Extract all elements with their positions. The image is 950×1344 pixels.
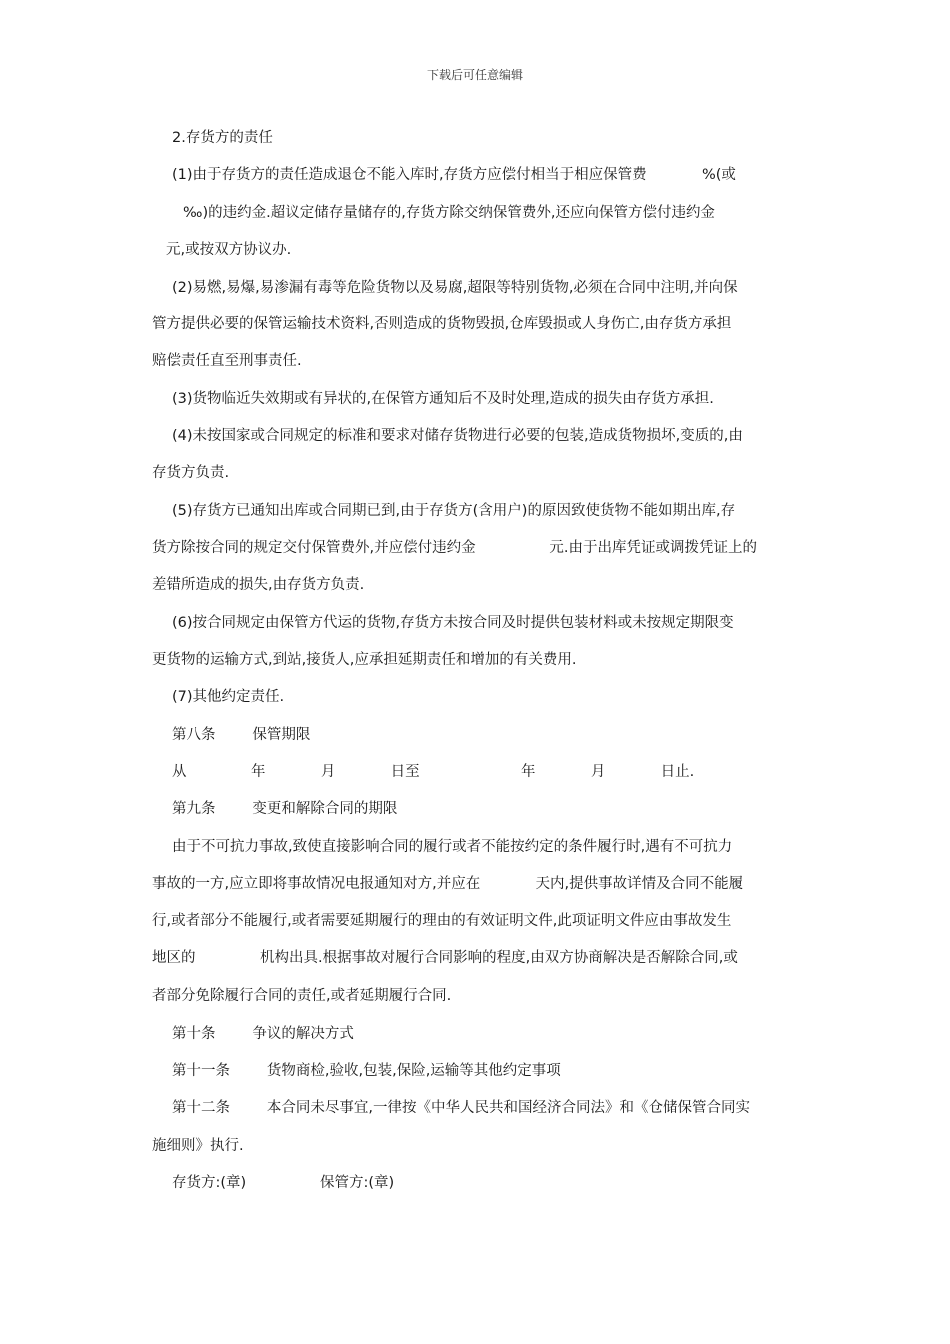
text-line: 行,或者部分不能履行,或者需要延期履行的理由的有效证明文件,此项证明文件应由事故发生 (152, 913, 732, 929)
text-line: (2)易燃,易爆,易渗漏有毒等危险货物以及易腐,超限等特别货物,必须在合同中注明,并向保 (172, 280, 738, 296)
text-line: 更货物的运输方式,到站,接货人,应承担延期责任和增加的有关费用. (152, 652, 577, 668)
text-line: 事故的一方,应立即将事故情况电报通知对方,并应在 天内,提供事故详情及合同不能履 (152, 876, 744, 892)
text-line: 货方除按合同的规定交付保管费外,并应偿付违约金 元.由于出库凭证或调拨凭证上的 (152, 540, 757, 556)
text-line: 第十二条 本合同未尽事宜,一律按《中华人民共和国经济合同法》和《仓储保管合同实 (172, 1100, 750, 1116)
text-line: 者部分免除履行合同的责任,或者延期履行合同. (152, 988, 452, 1004)
text-line: 地区的 机构出具.根据事故对履行合同影响的程度,由双方协商解决是否解除合同,或 (152, 950, 738, 966)
text-line: 管方提供必要的保管运输技术资料,否则造成的货物毁损,仓库毁损或人身伤亡,由存货方承担 (152, 316, 732, 332)
text-line: 施细则》执行. (152, 1138, 244, 1154)
text-line: 元,或按双方协议办. (166, 242, 292, 258)
text-line: 存货方负责. (152, 465, 230, 481)
text-line: (6)按合同规定由保管方代运的货物,存货方未按合同及时提供包装材料或未按规定期限变 (172, 615, 734, 631)
page-header: 下载后可任意编辑 (426, 68, 523, 82)
text-line: 由于不可抗力事故,致使直接影响合同的履行或者不能按约定的条件履行时,遇有不可抗力 (172, 839, 733, 855)
text-line: 第十条 争议的解决方式 (172, 1026, 354, 1042)
text-line: 差错所造成的损失,由存货方负责. (152, 577, 365, 593)
text-line: ‰)的违约金.超议定储存量储存的,存货方除交纳保管费外,还应向保管方偿付违约金 (183, 205, 715, 221)
text-line: (1)由于存货方的责任造成退仓不能入库时,存货方应偿付相当于相应保管费 %(或 (172, 167, 736, 183)
text-line: 存货方:(章) 保管方:(章) (172, 1175, 395, 1191)
text-line: 2.存货方的责任 (172, 130, 273, 146)
text-line: 第十一条 货物商检,验收,包装,保险,运输等其他约定事项 (172, 1063, 561, 1079)
text-line: 从 年 月 日至 年 月 日止. (172, 764, 695, 780)
text-line: 赔偿责任直至刑事责任. (152, 353, 302, 369)
text-line: (5)存货方已通知出库或合同期已到,由于存货方(含用户)的原因致使货物不能如期出库,存 (172, 503, 736, 519)
text-line: (3)货物临近失效期或有异状的,在保管方通知后不及时处理,造成的损失由存货方承担. (172, 391, 714, 407)
text-line: 第九条 变更和解除合同的期限 (172, 801, 398, 817)
text-line: (4)未按国家或合同规定的标准和要求对储存货物进行必要的包装,造成货物损坏,变质的,由 (172, 428, 743, 444)
text-line: 第八条 保管期限 (172, 727, 311, 743)
text-line: (7)其他约定责任. (172, 689, 285, 705)
